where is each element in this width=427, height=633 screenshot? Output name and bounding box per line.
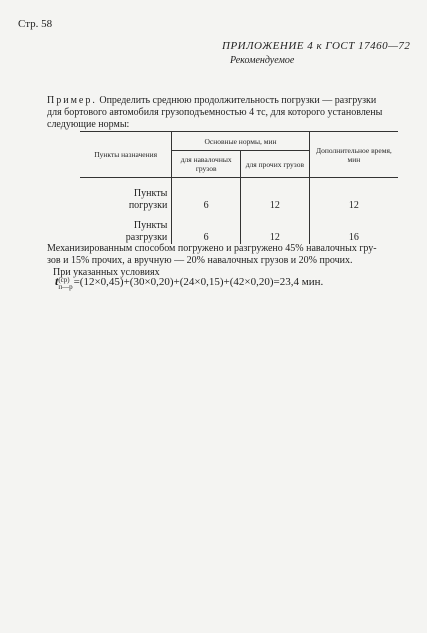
example-lead: Пример. — [47, 95, 97, 106]
header-other-cargo: для прочих грузов — [241, 151, 310, 178]
formula-superscript: (ср) — [58, 276, 70, 284]
conditions-line-3: При указанных условиях — [53, 267, 160, 278]
row-label — [80, 178, 172, 213]
cell-other: 12 — [241, 178, 310, 213]
row-label-line-2: погрузки — [128, 200, 168, 211]
example-paragraph — [47, 95, 399, 131]
row-label-line-2: разгрузки — [125, 232, 168, 243]
example-line-2: для бортового автомобиля грузоподъемностью 4 тс, для которого установлены — [47, 107, 383, 118]
formula-subscript: п—р — [58, 283, 73, 291]
example-text-1: Определить среднюю продолжительность погрузки — разгрузки — [96, 95, 377, 106]
example-line-3: следующие нормы: — [47, 119, 130, 130]
header-bulk-cargo: для навалочных грузов — [172, 151, 241, 178]
recommended-label: Рекомендуемое — [230, 55, 295, 66]
page-number: Стр. 58 — [18, 18, 53, 30]
header-destinations: Пункты назначения — [80, 132, 172, 178]
table-row — [80, 212, 398, 244]
header-basic-norms: Основные нормы, мин — [172, 132, 309, 151]
cell-extra: 16 — [348, 232, 359, 243]
formula-expression: =(12×0,45)+(30×0,20)+(24×0,15)+(42×0,20)=23,4 мин. — [73, 276, 324, 288]
norms-table — [80, 131, 398, 244]
appendix-title: ПРИЛОЖЕНИЕ 4 к ГОСТ 17460—72 — [222, 40, 411, 52]
table-row — [80, 178, 398, 213]
formula — [55, 274, 323, 291]
conditions-line-2: зов и 15% прочих, а вручную — 20% навалочных грузов и 20% прочих. — [47, 255, 353, 266]
cell-extra: 12 — [348, 200, 359, 211]
formula-indices — [58, 277, 72, 291]
formula-symbol: t — [55, 274, 59, 288]
header-extra-time: Дополнительное время, мин — [309, 132, 398, 178]
row-label — [80, 212, 172, 244]
cell-bulk: 6 — [172, 212, 241, 244]
row-label-line-1: Пункты — [133, 220, 168, 231]
row-label-line-1: Пункты — [133, 188, 168, 199]
cell-bulk: 6 — [172, 178, 241, 213]
conditions-line-1: Механизированным способом погружено и разгружено 45% навалочных гру- — [47, 243, 377, 254]
cell-other: 12 — [241, 212, 310, 244]
example-line-1 — [47, 95, 399, 107]
